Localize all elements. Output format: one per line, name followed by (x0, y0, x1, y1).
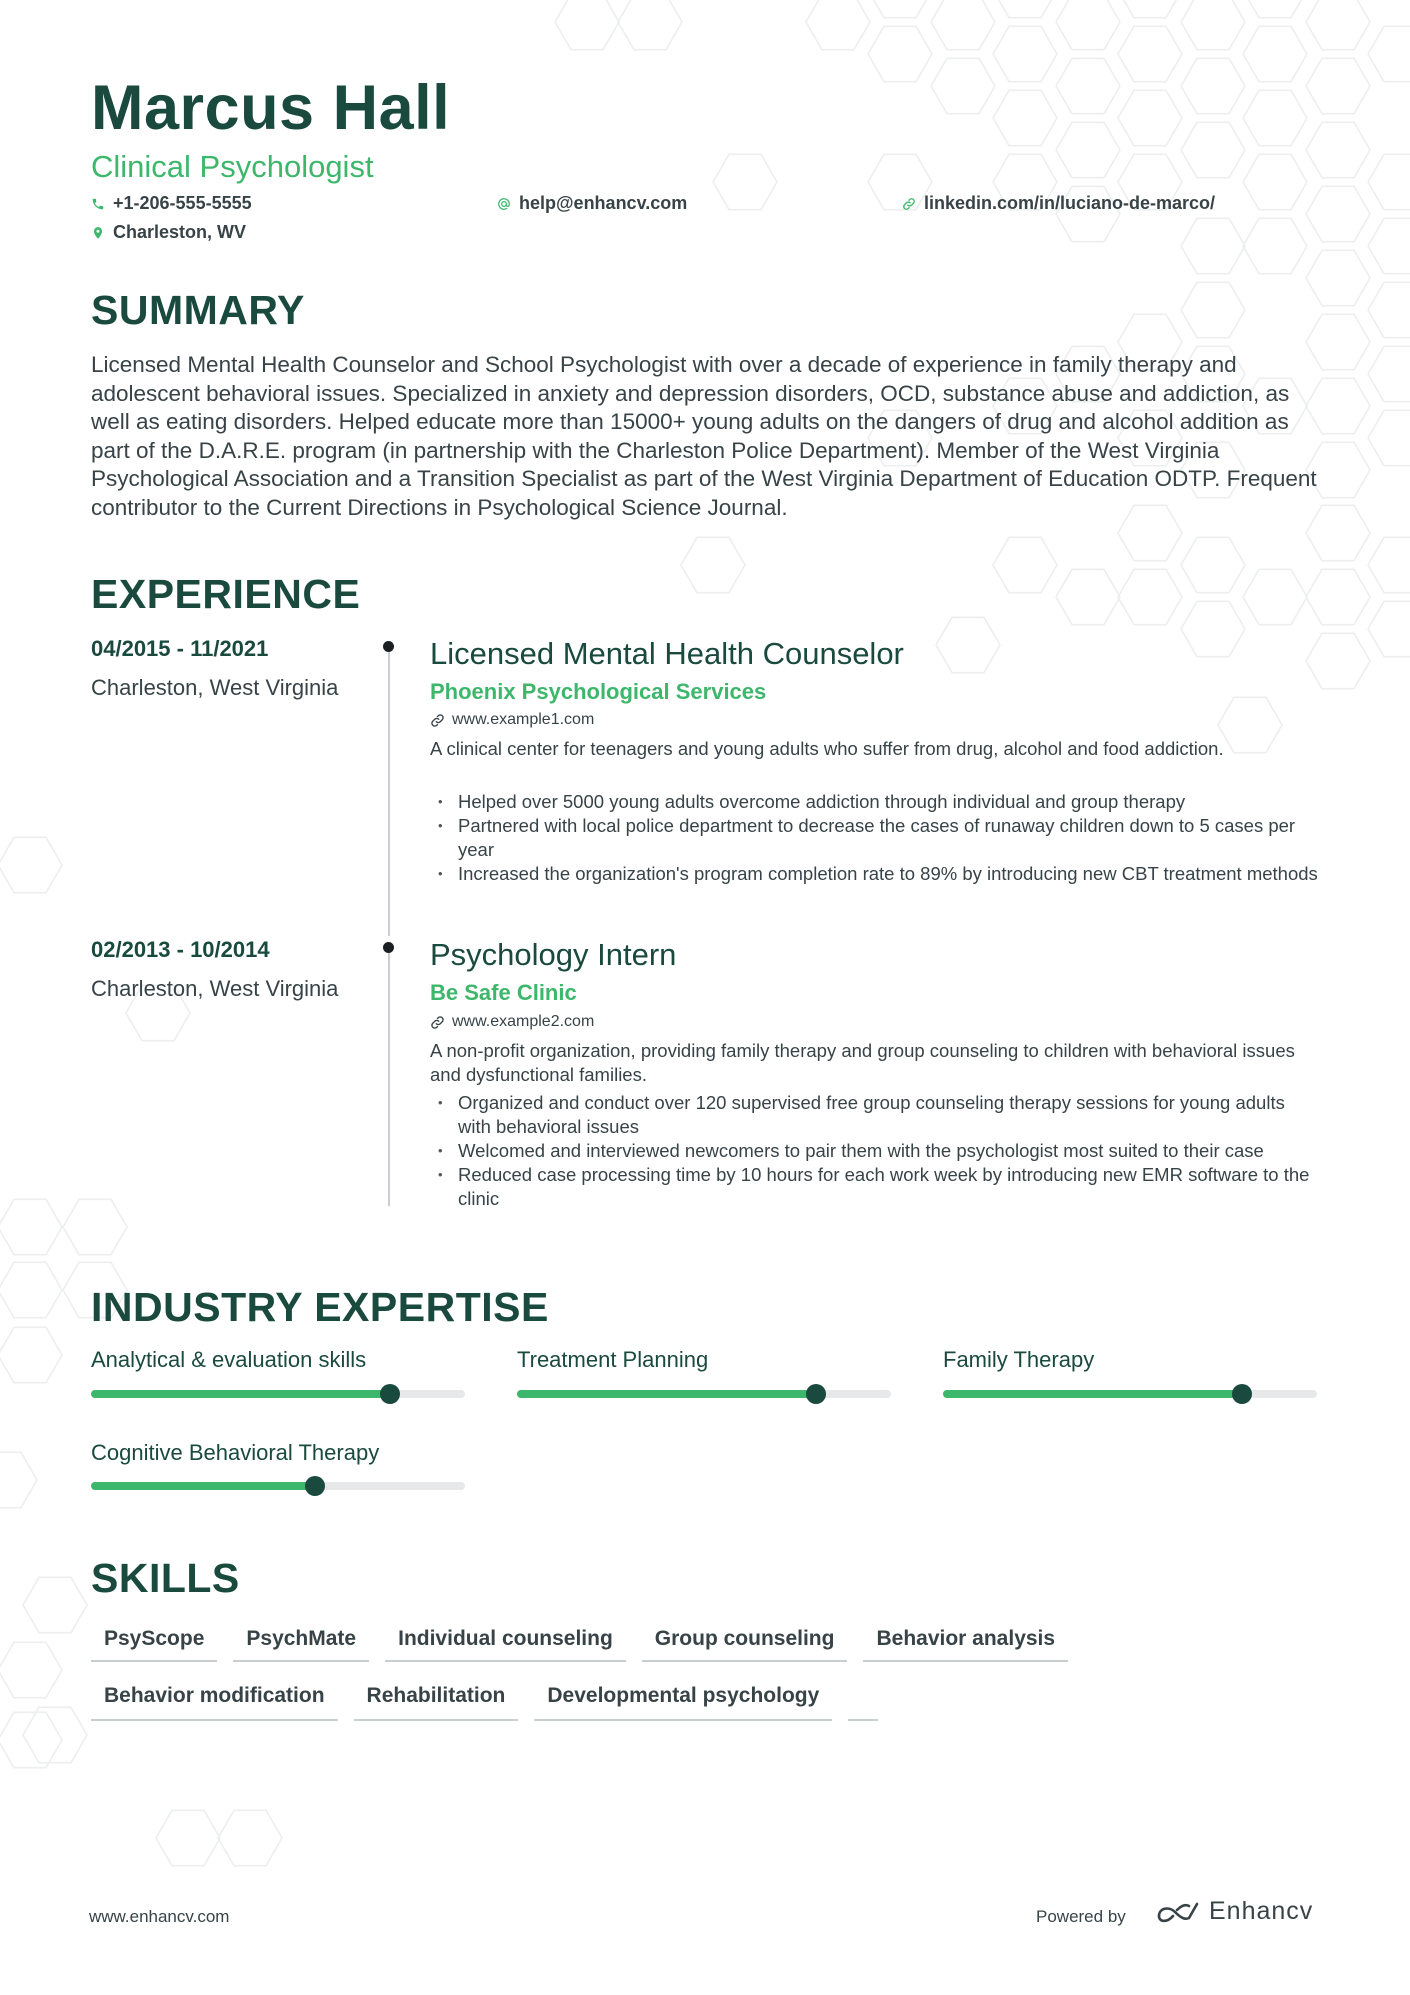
job-bullet: • Reduced case processing time by 10 hours for each work week by introducing new EMR software to the clinic (430, 1163, 1320, 1211)
phone-text: +1-206-555-5555 (113, 193, 252, 213)
email-contact[interactable] (497, 193, 687, 214)
candidate-title: Clinical Psychologist (91, 149, 374, 184)
expertise-bar-fill (91, 1482, 315, 1490)
timeline-dot (383, 942, 394, 953)
powered-by-text: Powered by (1036, 1907, 1126, 1926)
company-link[interactable] (430, 711, 594, 729)
skill-tag: Behavior modification (91, 1679, 338, 1721)
brand-name: Enhancv (1209, 1897, 1314, 1925)
candidate-name: Marcus Hall (91, 73, 451, 143)
enhancv-logo[interactable] (1155, 1897, 1313, 1926)
expertise-label: Treatment Planning (517, 1347, 709, 1372)
location-text: Charleston, WV (113, 222, 247, 242)
link-icon (430, 1015, 445, 1030)
expertise-bar-knob (806, 1384, 826, 1404)
job-location: Charleston, West Virginia (91, 976, 339, 1001)
skills-list (91, 1622, 1091, 1721)
job-bullet: • Increased the organization's program completion rate to 89% by introducing new CBT treatment methods (430, 862, 1320, 886)
map-pin-icon (91, 226, 105, 240)
timeline-dot (383, 641, 394, 652)
phone-icon (91, 197, 105, 211)
linkedin-text: linkedin.com/in/luciano-de-marco/ (924, 193, 1216, 213)
skills-heading: SKILLS (91, 1555, 240, 1601)
expertise-bar (91, 1390, 465, 1398)
skill-tag: Group counseling (642, 1622, 848, 1662)
expertise-bar-knob (1232, 1384, 1252, 1404)
at-sign-icon (497, 197, 511, 211)
expertise-bar-knob (305, 1476, 325, 1496)
company-url: www.example1.com (452, 711, 595, 728)
company-url: www.example2.com (452, 1013, 595, 1030)
expertise-bar-fill (517, 1390, 816, 1398)
summary-text: Licensed Mental Health Counselor and School Psychologist with over a decade of experience in family therapy and adolescent behavioral issues. Specialized in anxiety and depression disorders, OCD, substance abuse and addiction, as well as eating disorders. Helped educate more than 15000+ young adults on the dangers of drug and alcohol addition as part of the D.A.R.E. program (in partnership with the Charleston Police Department). Member of the West Virginia Psychological Association and a Transition Specialist as part of the West Virginia Department of Education ODTP. Frequent contributor to the Current Directions in Psychological Science Journal. (91, 352, 1317, 520)
skill-tag: Developmental psychology (534, 1679, 832, 1721)
email-text: help@enhancv.com (519, 193, 688, 213)
job-bullet: • Welcomed and interviewed newcomers to pair them with the psychologist most suited to their case (430, 1139, 1320, 1163)
job-bullets (430, 1091, 1320, 1211)
job-dates: 04/2015 - 11/2021 (91, 636, 269, 661)
job-description: A clinical center for teenagers and young adults who suffer from drug, alcohol and food addiction. (430, 738, 1224, 759)
job-description: A non-profit organization, providing family therapy and group counseling to children with behavioral issues and dysfunctional families. (430, 1040, 1295, 1085)
job-bullets (430, 790, 1320, 886)
job-title: Licensed Mental Health Counselor (430, 636, 904, 671)
skill-tag: PsychMate (233, 1622, 369, 1662)
company-name: Phoenix Psychological Services (430, 679, 767, 704)
summary-heading: SUMMARY (91, 287, 305, 333)
expertise-bar-fill (91, 1390, 390, 1398)
skill-tag: PsyScope (91, 1622, 217, 1662)
company-link[interactable] (430, 1013, 594, 1031)
company-name: Be Safe Clinic (430, 980, 577, 1005)
footer-url[interactable]: www.enhancv.com (89, 1907, 230, 1926)
timeline-line (388, 646, 390, 936)
skill-tag: Individual counseling (385, 1622, 626, 1662)
skill-tag: Behavior analysis (863, 1622, 1068, 1662)
phone-contact[interactable] (91, 193, 252, 214)
linkedin-contact[interactable] (902, 193, 1215, 214)
expertise-bar (943, 1390, 1317, 1398)
link-icon (430, 713, 445, 728)
link-icon (902, 197, 916, 211)
expertise-heading: INDUSTRY EXPERTISE (91, 1284, 549, 1330)
timeline-line (388, 946, 390, 1206)
job-title: Psychology Intern (430, 937, 677, 972)
skill-tag-empty (848, 1719, 878, 1721)
expertise-label: Family Therapy (943, 1347, 1095, 1372)
expertise-bar-fill (943, 1390, 1242, 1398)
job-bullet: • Helped over 5000 young adults overcome addiction through individual and group therapy (430, 790, 1320, 814)
experience-heading: EXPERIENCE (91, 571, 361, 617)
expertise-label: Cognitive Behavioral Therapy (91, 1440, 380, 1465)
expertise-bar (517, 1390, 891, 1398)
infinity-logo-icon (1155, 1899, 1203, 1925)
job-location: Charleston, West Virginia (91, 675, 339, 700)
job-bullet: • Organized and conduct over 120 supervised free group counseling therapy sessions for young adults with behavioral issues (430, 1091, 1320, 1139)
location-contact (91, 222, 246, 243)
expertise-bar-knob (380, 1384, 400, 1404)
expertise-bar (91, 1482, 465, 1490)
job-bullet: • Partnered with local police department to decrease the cases of runaway children down to 5 cases per year (430, 814, 1320, 862)
job-dates: 02/2013 - 10/2014 (91, 937, 270, 962)
skill-tag: Rehabilitation (354, 1679, 519, 1721)
expertise-label: Analytical & evaluation skills (91, 1347, 367, 1372)
